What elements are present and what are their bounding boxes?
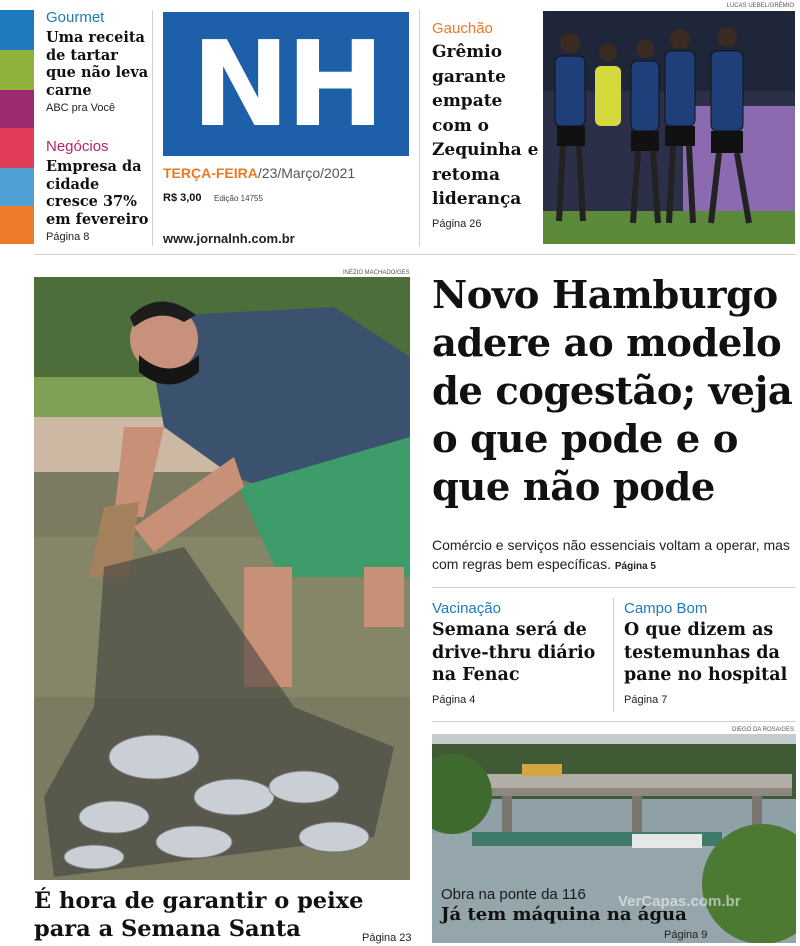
negocios-headline: Empresa da cidade cresce 37% em fevereiro (46, 158, 149, 228)
negocios-kicker: Negócios (46, 138, 109, 155)
bridge-kicker: Obra na ponte da 116 (441, 886, 586, 903)
strip-block (0, 10, 34, 50)
divider (432, 587, 796, 588)
campo-bom-kicker: Campo Bom (624, 600, 708, 617)
divider (432, 721, 796, 722)
divider (613, 598, 614, 712)
lead-headline[interactable]: Novo Hamburgo adere ao modelo de cogestão; veja o que pode e o que não pode (432, 273, 793, 510)
campo-bom-headline: O que dizem as testemunhas da pane no hospital (624, 620, 788, 685)
gaucho-teaser[interactable] (432, 20, 540, 230)
campo-bom-page: Página 7 (624, 693, 668, 706)
strip-block (0, 128, 34, 168)
soccer-photo (543, 11, 795, 244)
price: R$ 3,00 (163, 192, 202, 204)
strip-block (0, 90, 34, 128)
soccer-players-illustration (543, 11, 795, 244)
masthead-logo[interactable] (163, 12, 409, 156)
weekday: TERÇA-FEIRA (163, 165, 258, 181)
main-photo-credit: INÉZIO MACHADO/GES (343, 270, 410, 276)
vacinacao-kicker: Vacinação (432, 600, 501, 617)
website-link[interactable]: www.jornalnh.com.br (163, 231, 295, 246)
main-photo-caption: É hora de garantir o peixe para a Semana Santa (34, 888, 364, 942)
divider (152, 10, 153, 246)
logo-text: NH (191, 15, 381, 153)
masthead-price-row (163, 188, 263, 206)
bridge-page: Página 9 (664, 929, 708, 941)
fisherman-photo (34, 277, 410, 880)
bridge-photo-credit: DIEGO DA ROSA/GES (731, 727, 794, 733)
gaucho-headline: Grêmio garante empate com o Zequinha e retoma liderança (432, 42, 539, 209)
vercapas-watermark: VerCapas.com.br (618, 893, 741, 910)
bridge-headline[interactable]: Já tem máquina na água (441, 904, 687, 925)
gourmet-teaser[interactable] (46, 9, 150, 114)
vacinacao-headline: Semana será de drive-thru diário na Fenac (432, 620, 596, 685)
date: /23/Março/2021 (257, 165, 356, 181)
divider (34, 254, 796, 255)
lead-summary-text: Comércio e serviços não essenciais voltam a operar, mas com regras bem específicas. (432, 537, 790, 572)
fisherman-illustration (34, 277, 410, 880)
gourmet-headline: Uma receita de tartar que não leva carne (46, 29, 149, 99)
gaucho-kicker: Gauchão (432, 20, 493, 37)
strip-block (0, 50, 34, 90)
gaucho-photo-credit: LUCAS UEBEL/GRÊMIO (726, 3, 794, 9)
negocios-page: Página 8 (46, 231, 90, 243)
negocios-teaser[interactable] (46, 138, 150, 243)
divider (419, 10, 420, 246)
edition: Edição 14755 (213, 194, 263, 203)
vacinacao-page: Página 4 (432, 693, 476, 706)
lead-page: Página 5 (614, 561, 656, 572)
vacinacao-teaser[interactable] (432, 600, 608, 706)
masthead-dateline (163, 165, 409, 181)
gourmet-section-ref: ABC pra Você (46, 102, 116, 114)
main-photo-page: Página 23 (362, 932, 412, 944)
lead-summary (432, 536, 800, 576)
gaucho-page: Página 26 (432, 217, 482, 230)
gourmet-kicker: Gourmet (46, 9, 105, 26)
campo-bom-teaser[interactable] (624, 600, 800, 706)
strip-block (0, 206, 34, 244)
strip-block (0, 168, 34, 206)
